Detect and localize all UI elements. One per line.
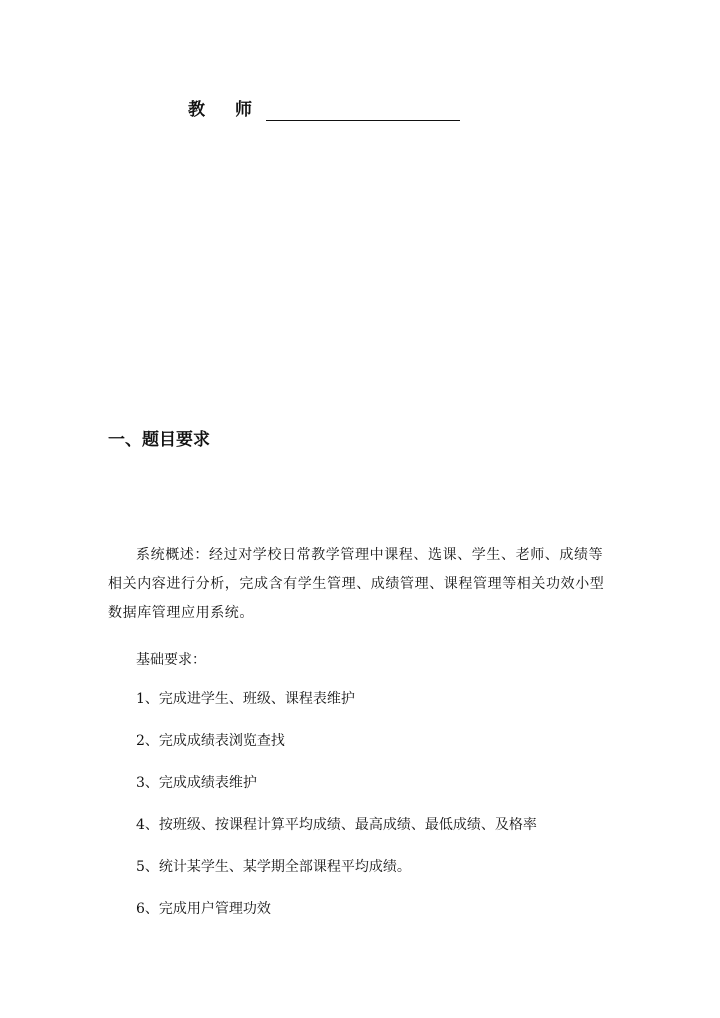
system-overview-paragraph: 系统概述：经过对学校日常教学管理中课程、选课、学生、老师、成绩等相关内容进行分析，完成含有学生管理、成绩管理、课程管理等相关功效小型数据库管理应用系统。 xyxy=(108,547,605,621)
requirement-item-4: 4、按班级、按课程计算平均成绩、最高成绩、最低成绩、及格率 xyxy=(136,817,537,833)
teacher-field xyxy=(188,95,460,121)
requirement-item-6: 6、完成用户管理功效 xyxy=(136,901,271,917)
requirement-item-5: 5、统计某学生、某学期全部课程平均成绩。 xyxy=(136,859,411,875)
requirements-heading: 基础要求： xyxy=(136,652,206,668)
teacher-label-char-1: 教 xyxy=(188,100,205,120)
requirement-item-3: 3、完成成绩表维护 xyxy=(136,775,257,791)
teacher-label xyxy=(188,99,252,121)
section-title: 一、题目要求 xyxy=(108,430,210,450)
teacher-blank-line xyxy=(266,100,460,121)
requirement-item-2: 2、完成成绩表浏览查找 xyxy=(136,733,285,749)
requirement-item-1: 1、完成进学生、班级、课程表维护 xyxy=(136,691,355,707)
teacher-label-char-2: 师 xyxy=(235,100,252,120)
